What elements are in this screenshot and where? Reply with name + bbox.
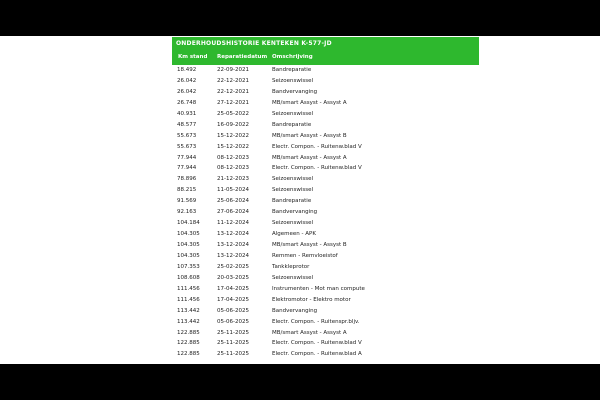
cell-description: MB/smart Assyst - Assyst A (272, 99, 347, 106)
table-row (172, 153, 479, 164)
cell-date: 13-12-2024 (217, 231, 249, 238)
table-row (172, 328, 479, 339)
cell-date: 27-12-2021 (217, 99, 249, 106)
cell-date: 13-12-2024 (217, 252, 249, 259)
cell-description: Seizoenswissel (272, 187, 314, 194)
table-row (172, 174, 479, 185)
cell-description: Electr. Compon. - Ruitenspr.bljv. (272, 318, 360, 325)
table-body (172, 65, 479, 360)
table-row (172, 240, 479, 251)
cell-km: 26.042 (177, 88, 197, 95)
cell-description: Seizoenswissel (272, 176, 314, 183)
cell-date: 08-12-2023 (217, 165, 249, 172)
cell-description: MB/smart Assyst - Assyst B (272, 242, 347, 248)
cell-km: 48.577 (177, 121, 197, 128)
column-header-date: Reparatiedatum (217, 54, 268, 60)
cell-km: 18.492 (177, 67, 197, 73)
cell-km: 113.442 (177, 307, 200, 314)
table-row (172, 306, 479, 317)
cell-description: MB/smart Assyst - Assyst A (272, 154, 347, 161)
cell-date: 21-12-2023 (217, 176, 249, 183)
cell-description: Electr. Compon. - Ruitenw.blad A (272, 351, 362, 358)
cell-description: Bandvervanging (272, 307, 318, 314)
cell-km: 108.608 (177, 274, 200, 281)
cell-date: 15-12-2022 (217, 143, 249, 150)
table-row (172, 87, 479, 98)
cell-description: Seizoenswissel (272, 220, 314, 227)
cell-km: 104.305 (177, 252, 200, 259)
table-row (172, 142, 479, 153)
table-row (172, 251, 479, 262)
cell-description: Bandreparatie (272, 121, 312, 128)
cell-km: 113.442 (177, 318, 200, 325)
cell-description: Bandreparatie (272, 67, 312, 73)
cell-km: 55.673 (177, 143, 197, 150)
cell-date: 22-12-2021 (217, 77, 249, 84)
cell-km: 77.944 (177, 165, 197, 172)
cell-description: Seizoenswissel (272, 274, 314, 281)
cell-description: MB/smart Assyst - Assyst A (272, 329, 347, 336)
cell-description: Elektromotor - Elektro motor (272, 296, 351, 303)
table-row (172, 98, 479, 109)
column-header-km: Km stand (178, 54, 208, 60)
table-row (172, 185, 479, 196)
cell-km: 122.885 (177, 351, 200, 358)
cell-date: 08-12-2023 (217, 154, 249, 161)
cell-description: Electr. Compon. - Ruitenw.blad V (272, 340, 362, 347)
cell-date: 25-06-2024 (217, 198, 249, 205)
cell-km: 122.885 (177, 329, 200, 336)
cell-km: 26.748 (177, 99, 197, 106)
cell-description: Bandreparatie (272, 198, 312, 205)
cell-km: 104.305 (177, 231, 200, 238)
cell-km: 111.456 (177, 285, 200, 292)
cell-description: Bandvervanging (272, 88, 318, 95)
cell-km: 92.163 (177, 209, 197, 216)
cell-description: Seizoenswissel (272, 77, 314, 84)
cell-date: 16-09-2022 (217, 121, 249, 128)
table-row (172, 262, 479, 273)
maintenance-history-table (172, 36, 479, 360)
cell-date: 05-06-2025 (217, 318, 249, 325)
table-row (172, 65, 479, 76)
cell-date: 22-09-2021 (217, 67, 249, 73)
table-row (172, 349, 479, 360)
cell-date: 11-12-2024 (217, 220, 249, 227)
cell-km: 111.456 (177, 296, 200, 303)
table-row (172, 338, 479, 349)
table-header-row (172, 50, 479, 65)
cell-km: 104.305 (177, 242, 200, 248)
cell-km: 77.944 (177, 154, 197, 161)
cell-date: 25-11-2025 (217, 340, 249, 347)
cell-km: 78.896 (177, 176, 197, 183)
cell-description: Instrumenten - Mot man compute (272, 285, 365, 292)
table-row (172, 229, 479, 240)
table-row (172, 131, 479, 142)
cell-description: Electr. Compon. - Ruitenw.blad V (272, 165, 362, 172)
cell-date: 17-04-2025 (217, 285, 249, 292)
table-row (172, 317, 479, 328)
cell-date: 25-11-2025 (217, 329, 249, 336)
cell-date: 22-12-2021 (217, 88, 249, 95)
table-row (172, 109, 479, 120)
page-content (0, 36, 600, 364)
cell-km: 26.042 (177, 77, 197, 84)
table-row (172, 207, 479, 218)
table-row (172, 284, 479, 295)
cell-km: 91.569 (177, 198, 197, 205)
cell-date: 27-06-2024 (217, 209, 249, 216)
cell-date: 25-02-2025 (217, 263, 249, 270)
cell-description: Remmen - Remvloeistof (272, 252, 338, 259)
cell-date: 05-06-2025 (217, 307, 249, 314)
cell-description: Algemeen - APK (272, 231, 316, 238)
cell-date: 17-04-2025 (217, 296, 249, 303)
cell-description: Electr. Compon. - Ruitenw.blad V (272, 143, 362, 150)
table-row (172, 163, 479, 174)
table-row (172, 120, 479, 131)
cell-description: Seizoenswissel (272, 110, 314, 117)
cell-description: MB/smart Assyst - Assyst B (272, 132, 347, 139)
cell-date: 25-05-2022 (217, 110, 249, 117)
cell-km: 88.215 (177, 187, 197, 194)
cell-km: 104.184 (177, 220, 200, 227)
cell-date: 25-11-2025 (217, 351, 249, 358)
cell-km: 107.353 (177, 263, 200, 270)
cell-description: Bandvervanging (272, 209, 318, 216)
table-title: ONDERHOUDSHISTORIE KENTEKEN K-577-JD (172, 37, 479, 50)
table-row (172, 295, 479, 306)
cell-km: 55.673 (177, 132, 197, 139)
cell-date: 13-12-2024 (217, 242, 249, 248)
cell-date: 20-03-2025 (217, 274, 249, 281)
table-row (172, 196, 479, 207)
cell-km: 40.931 (177, 110, 197, 117)
cell-date: 15-12-2022 (217, 132, 249, 139)
table-row (172, 273, 479, 284)
column-header-description: Omschrijving (272, 54, 313, 60)
cell-date: 11-05-2024 (217, 187, 249, 194)
table-row (172, 76, 479, 87)
cell-description: Tankkleprotor (272, 263, 310, 270)
cell-km: 122.885 (177, 340, 200, 347)
table-row (172, 218, 479, 229)
